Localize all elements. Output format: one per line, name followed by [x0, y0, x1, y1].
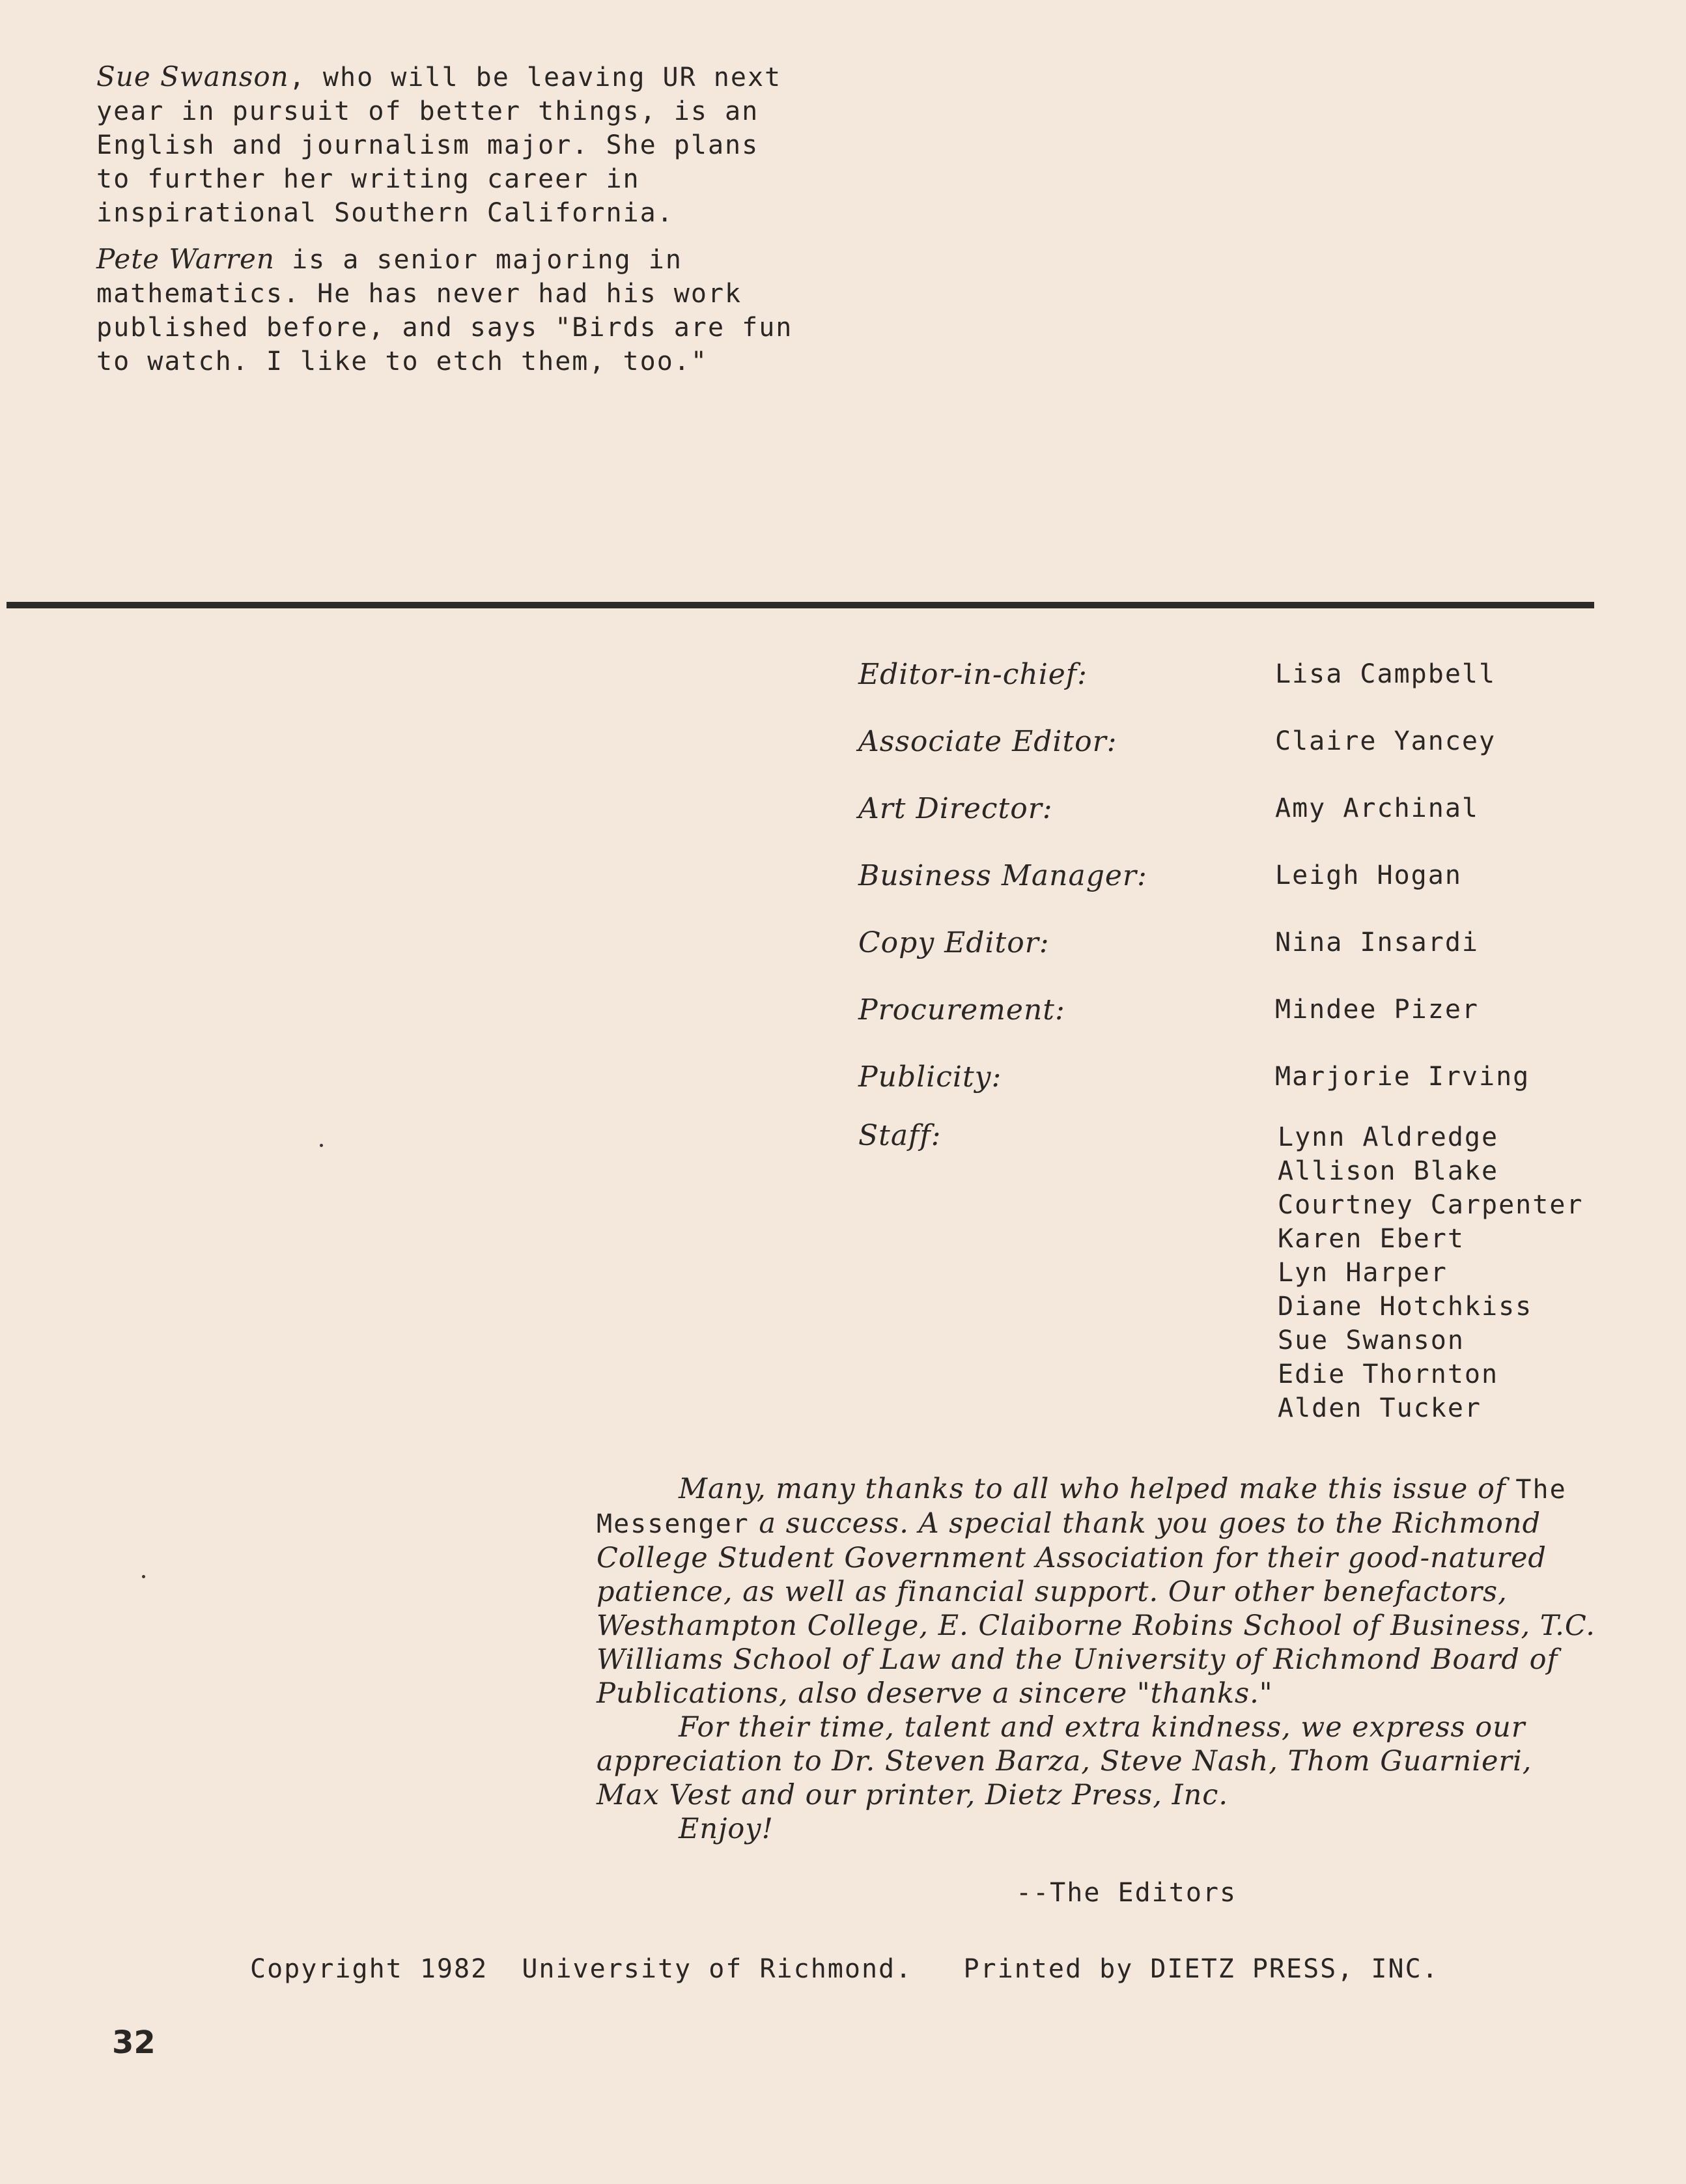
copyright-line: Copyright 1982 University of Richmond. Printed by DIETZ PRESS, INC.: [250, 1954, 1439, 1984]
masthead-name: Marjorie Irving: [1275, 1062, 1530, 1092]
staff-member: Karen Ebert: [1278, 1224, 1465, 1254]
contributor-description: is a senior majoring in mathematics. He has never had his work published before, and says "Birds are fun to watch. I like to etch them, too.": [96, 245, 793, 376]
publication-name: The Messenger: [597, 1475, 1567, 1539]
staff-member: Courtney Carpenter: [1278, 1190, 1584, 1220]
section-divider: [7, 602, 1594, 608]
masthead-name: Amy Archinal: [1275, 793, 1479, 823]
masthead-role: Editor-in-chief:: [858, 658, 1088, 691]
masthead-role: Procurement:: [858, 993, 1065, 1027]
staff-member: Edie Thornton: [1278, 1359, 1499, 1389]
thank-you-note: [597, 1472, 1599, 1846]
masthead-name: Lisa Campbell: [1275, 659, 1496, 689]
staff-member: Allison Blake: [1278, 1156, 1499, 1186]
staff-member: Diane Hotchkiss: [1278, 1292, 1533, 1322]
print-speck: [142, 1575, 145, 1578]
signoff: --The Editors: [1016, 1878, 1237, 1908]
contributor-bio: [96, 242, 800, 378]
masthead-role: Copy Editor:: [858, 926, 1050, 959]
contributor-bio: [96, 60, 800, 230]
masthead-role: Associate Editor:: [858, 725, 1117, 758]
print-speck: [320, 1144, 323, 1147]
contributor-name: Pete Warren: [96, 243, 275, 275]
masthead-role: Art Director:: [858, 792, 1053, 825]
masthead-name: Claire Yancey: [1275, 726, 1496, 756]
staff-member: Lynn Aldredge: [1278, 1122, 1499, 1152]
staff-role: Staff:: [858, 1119, 942, 1152]
masthead-role: Publicity:: [858, 1060, 1002, 1094]
masthead-name: Nina Insardi: [1275, 928, 1479, 957]
masthead-name: Leigh Hogan: [1275, 860, 1462, 890]
masthead-name: Mindee Pizer: [1275, 995, 1479, 1025]
staff-member: Alden Tucker: [1278, 1393, 1482, 1423]
thanks-closing: Enjoy!: [679, 1813, 774, 1845]
thanks-paragraph: [597, 1472, 1599, 1710]
staff-list: [1278, 1120, 1583, 1425]
masthead-role: Business Manager:: [858, 859, 1147, 892]
thanks-text: a success. A special thank you goes to the Richmond College Student Government Association for their good-natured patience, as well as financial support. Our other benefactors, Westhampton College, E. Claiborne Robins School of Business, T.C. Williams School of Law and the University of Richmond Board of Publications, also deserve a sincere "thanks.": [597, 1507, 1595, 1710]
thanks-text: Many, many thanks to all who helped make this issue of: [679, 1473, 1506, 1505]
thanks-paragraph: For their time, talent and extra kindness, we express our appreciation to Dr. Steven Barza, Steve Nash, Thom Guarnieri, Max Vest and our printer, Dietz Press, Inc.: [597, 1711, 1532, 1811]
contributor-name: Sue Swanson: [96, 61, 289, 92]
staff-member: Sue Swanson: [1278, 1326, 1465, 1355]
contributor-description: , who will be leaving UR next year in pursuit of better things, is an English and journalism major. She plans to further her writing career in inspirational Southern California.: [96, 63, 782, 228]
staff-member: Lyn Harper: [1278, 1258, 1448, 1288]
page-number: 32: [112, 2024, 156, 2061]
